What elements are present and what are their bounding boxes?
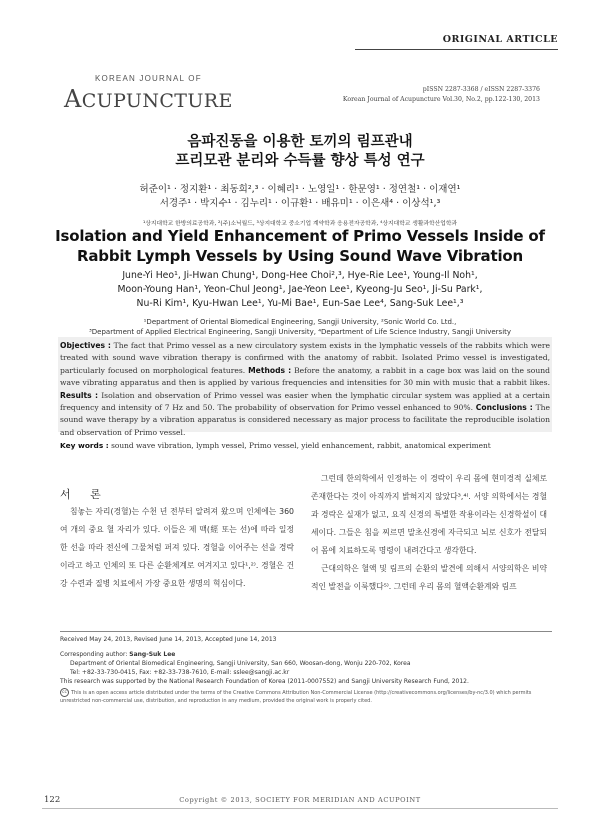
intro-right-paragraph-1: 그런데 한의학에서 인정하는 이 경락이 우리 몸에 현미경적 실체로 존재한다는 것이 아직까지 밝혀지지 않았다³,⁴⁾. 서양 의학에서는 경혈과 경락은 실재가 없고, 요직 신경의 특별한 작용이라는 신경학설이 대세이다. 그들은 침을 찌르면 말초신경에 자극되고 뇌로 신호가 전달되어 몸에 치료하도록 명령이 내려간다고 생각한다. (311, 474, 547, 555)
intro-left-paragraph: 침놓는 자리(경혈)는 수천 년 전부터 알려져 왔으며 인체에는 360여 개의 중요 혈 자리가 있다. 이들은 제 맥(經 또는 선)에 따라 일정한 선을 따라 전신에 그물처럼 퍼져 있다. 경혈을 이어주는 선을 경락이라고 하고 인체의 또 다른 순환체계로 여겨지고 있다¹,²⁾. 경혈은 건강 수련과 질병 치료에서 가장 중요한 생명의 혁심이다. (60, 507, 294, 588)
intro-left-column (60, 503, 294, 593)
open-access-line2: unrestricted non-commercial use, distribution, and reproduction in any medium, provided the original work is properly cited. (60, 698, 372, 704)
objectives-text: The fact that Primo vessel as a new circulatory system exists in the lymphatic vessels of the rabbits which were treated with sound wave vibration therapy is confirmed with the anatomy of rabbit. Isolated Primo vessel is investigated, particularly focused on morphological features. (60, 341, 550, 375)
methods-text: Before the anatomy, a rabbit in a cage box was laid on the sound wave vibrating apparatus and then is applied by various frequencies and intensities for 30 min with music that a rabbit likes. (60, 365, 550, 388)
journal-name-small: KOREAN JOURNAL OF (95, 74, 202, 83)
korean-title (0, 133, 600, 171)
article-type-label: ORIGINAL ARTICLE (442, 34, 558, 45)
methods-label: Methods : (248, 365, 292, 375)
conclusions-label: Conclusions : (475, 403, 533, 413)
keywords (60, 441, 550, 450)
english-affil-line2: ³Department of Applied Electrical Engineering, Sangji University, ⁴Department of Life Science Industry, Sangji University (88, 328, 512, 336)
intro-right-column (311, 470, 547, 596)
creative-commons-icon: cc (60, 688, 69, 697)
journal-logo (64, 85, 233, 113)
korean-authors-line2: 서경주¹ · 박지수¹ · 김누리¹ · 이규환¹ · 배유미¹ · 이은새⁴ · 이상석¹,³ (159, 198, 441, 209)
english-authors-line3: Nu-Ri Kim¹, Kyu-Hwan Lee¹, Yu-Mi Bae¹, Eun-Sae Lee⁴, Sang-Suk Lee¹,³ (136, 298, 464, 309)
english-affiliations (0, 317, 600, 337)
korean-authors (0, 183, 600, 211)
corresponding-contact: Tel: +82-33-730-0415, Fax: +82-33-738-7610, E-mail: sslee@sangji.ac.kr (70, 669, 290, 676)
english-title-line1: Isolation and Yield Enhancement of Primo Vessels Inside of (55, 227, 545, 245)
open-access-line1: This is an open access article distributed under the terms of the Creative Commons Attribution Non-Commercial License (http://creativecommons.org/licenses/by-nc/3.0) which permits (71, 690, 532, 696)
issn: pISSN 2287-3368 / eISSN 2287-3376 (422, 86, 540, 93)
korean-authors-line1: 허준이¹ · 정지환¹ · 최동희²,³ · 이혜리¹ · 노영일¹ · 한문영¹ · 정연철¹ · 이재연¹ (139, 184, 461, 195)
results-label: Results : (60, 390, 99, 400)
conclusions-text: The sound wave therapy by a vibration apparatus is considered necessary as major process to facilitate the reproducible isolation and observation of Primo vessel. (60, 403, 551, 437)
received-dates: Received May 24, 2013, Revised June 14, 2013, Accepted June 14, 2013 (60, 636, 277, 643)
english-title-line2: Rabbit Lymph Vessels by Using Sound Wave Vibration (77, 247, 523, 265)
keywords-text: sound wave vibration, lymph vessel, Primo vessel, yield enhancement, rabbit, anatomical experiment (111, 441, 491, 450)
open-access-notice (60, 688, 552, 705)
keywords-label: Key words : (60, 441, 109, 450)
korean-title-line1: 음파진동을 이용한 토끼의 림프관내 (187, 134, 413, 150)
copyright: Copyright © 2013, SOCIETY FOR MERIDIAN AND ACUPOINT (179, 796, 421, 804)
english-authors-line1: June-Yi Heo¹, Ji-Hwan Chung¹, Dong-Hee Choi²,³, Hye-Rie Lee¹, Young-Il Noh¹, (122, 270, 478, 281)
intro-right-paragraph-2: 근대의학은 혈액 및 림프의 순환의 발견에 의해서 서양의학은 비약적인 발전을 이룩했다⁵⁾. 그런데 우리 몸의 혈액순환계와 림프 (311, 564, 547, 591)
corresponding-label: Corresponding author: (60, 651, 128, 658)
footer-rule (42, 808, 558, 809)
section-heading-introduction: 서 론 (60, 488, 109, 501)
english-authors (0, 269, 600, 311)
corresponding-name: Sang-Suk Lee (129, 651, 176, 658)
results-text: Isolation and observation of Primo vessel was easier when the lymphatic circular system was applied at a certain frequency and intensity of 7 Hz and 50. The probability of observation for Primo vessel enhanced to 90%. (60, 390, 550, 413)
english-title (0, 226, 600, 266)
korean-affiliations: ¹상지대학교 한방의료공학과, ²(주)소닉월드, ³상지대학교 중소기업 계약학과 응용전자공학과, ⁴상지대학교 생활과학산업학과 (142, 221, 458, 227)
page-number: 122 (44, 795, 61, 805)
objectives-label: Objectives : (60, 341, 111, 350)
footnote-rule (60, 631, 552, 632)
corresponding-address: Department of Oriental Biomedical Engineering, Sangji University, San 660, Woosan-dong, Wonju 220-702, Korea (70, 660, 411, 667)
journal-logo-rest: CUPUNCTURE (81, 90, 233, 112)
korean-title-line2: 프리모관 분리와 수득률 향상 특성 연구 (175, 153, 425, 169)
abstract (60, 340, 550, 439)
journal-logo-initial: A (64, 85, 82, 113)
english-affil-line1: ¹Department of Oriental Biomedical Engineering, Sangji University, ²Sonic World Co. Ltd., (143, 318, 457, 326)
citation-line: Korean Journal of Acupuncture Vol.30, No.2, pp.122-130, 2013 (342, 96, 540, 103)
english-authors-line2: Moon-Young Han¹, Yeon-Chul Jeong¹, Jae-Yeon Lee¹, Kyeong-Ju Seo¹, Ji-Su Park¹, (117, 284, 483, 295)
header-rule (355, 49, 558, 50)
corresponding-author (60, 650, 552, 659)
funding-note: This research was supported by the National Research Foundation of Korea (2011-0007552) and Sangji University Research Fund, 2012. (60, 678, 469, 685)
